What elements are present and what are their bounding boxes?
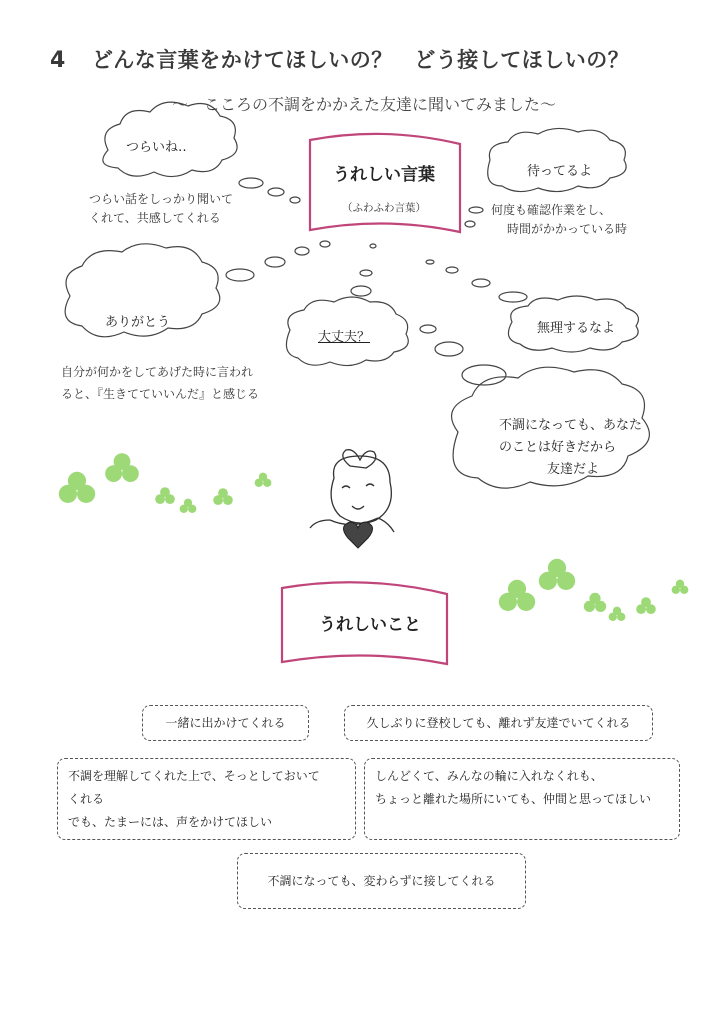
- box-sottoshite: [57, 758, 356, 840]
- bubble-label-daijoubu: 大丈夫？: [318, 330, 371, 345]
- girl-illustration: [310, 450, 394, 532]
- box-nakama-line-1: しんどくて、みんなの輪に入れなくれも、: [375, 769, 603, 783]
- desc-arigatou-2: ると、『生きてていいんだ』と感じる: [61, 387, 260, 401]
- bubble-tomodachi-line-1: 不調になっても、あなた: [499, 418, 643, 433]
- bubble-label-muri: 無理するなよ: [537, 321, 616, 336]
- box-nakama-line-2: ちょっと離れた場所にいても、仲間と思ってほしい: [375, 792, 652, 806]
- box-odekake: [142, 705, 309, 741]
- page-title: [50, 44, 629, 74]
- page-subtitle: ～ こころの不調をかかえた友達に聞いてみました～: [172, 95, 557, 114]
- bubble-tomodachi-line-3: 友達だよ: [547, 462, 600, 477]
- desc-matteru-2: 時間がかかっている時: [507, 222, 628, 236]
- desc-arigatou-1: 自分が何かをしてあげた時に言われ: [61, 365, 254, 379]
- banner-words-title: うれしい言葉: [333, 165, 435, 185]
- section-number: 4: [50, 48, 66, 73]
- bubble-label-tsurai: つらいね‥: [126, 140, 187, 155]
- banner-words-subtitle: （ふわふわ言葉）: [342, 202, 426, 214]
- banner-things-title: うれしいこと: [319, 615, 421, 635]
- box-tomodachi: [344, 705, 653, 741]
- box-nakama: [364, 758, 680, 840]
- bubble-label-matteru: 待ってるよ: [527, 164, 593, 179]
- desc-matteru-1: 何度も確認作業をし、: [491, 203, 612, 217]
- box-tomodachi-text: 久しぶりに登校しても、離れず友達でいてくれる: [366, 715, 631, 730]
- desc-tsurai-1: つらい話をしっかり聞いて: [89, 192, 234, 206]
- box-sottoshite-line-3: でも、たまーには、声をかけてほしい: [68, 815, 273, 829]
- box-odekake-text: 一緒に出かけてくれる: [165, 715, 286, 730]
- box-kawarazu: [237, 853, 526, 909]
- heart-icon: [343, 522, 372, 548]
- box-kawarazu-text: 不調になっても、変わらずに接してくれる: [267, 873, 496, 888]
- desc-tsurai-2: くれて、共感してくれる: [89, 211, 221, 225]
- title-text: どんな言葉をかけてほしいの？ どう接してほしいの？: [91, 48, 630, 72]
- bubble-label-arigatou: ありがとう: [105, 315, 171, 330]
- box-sottoshite-line-1: 不調を理解してくれた上で、そっとしておいて: [68, 769, 320, 783]
- box-sottoshite-line-2: くれる: [68, 792, 105, 806]
- bubble-tomodachi-line-2: のことは好きだから: [499, 440, 617, 455]
